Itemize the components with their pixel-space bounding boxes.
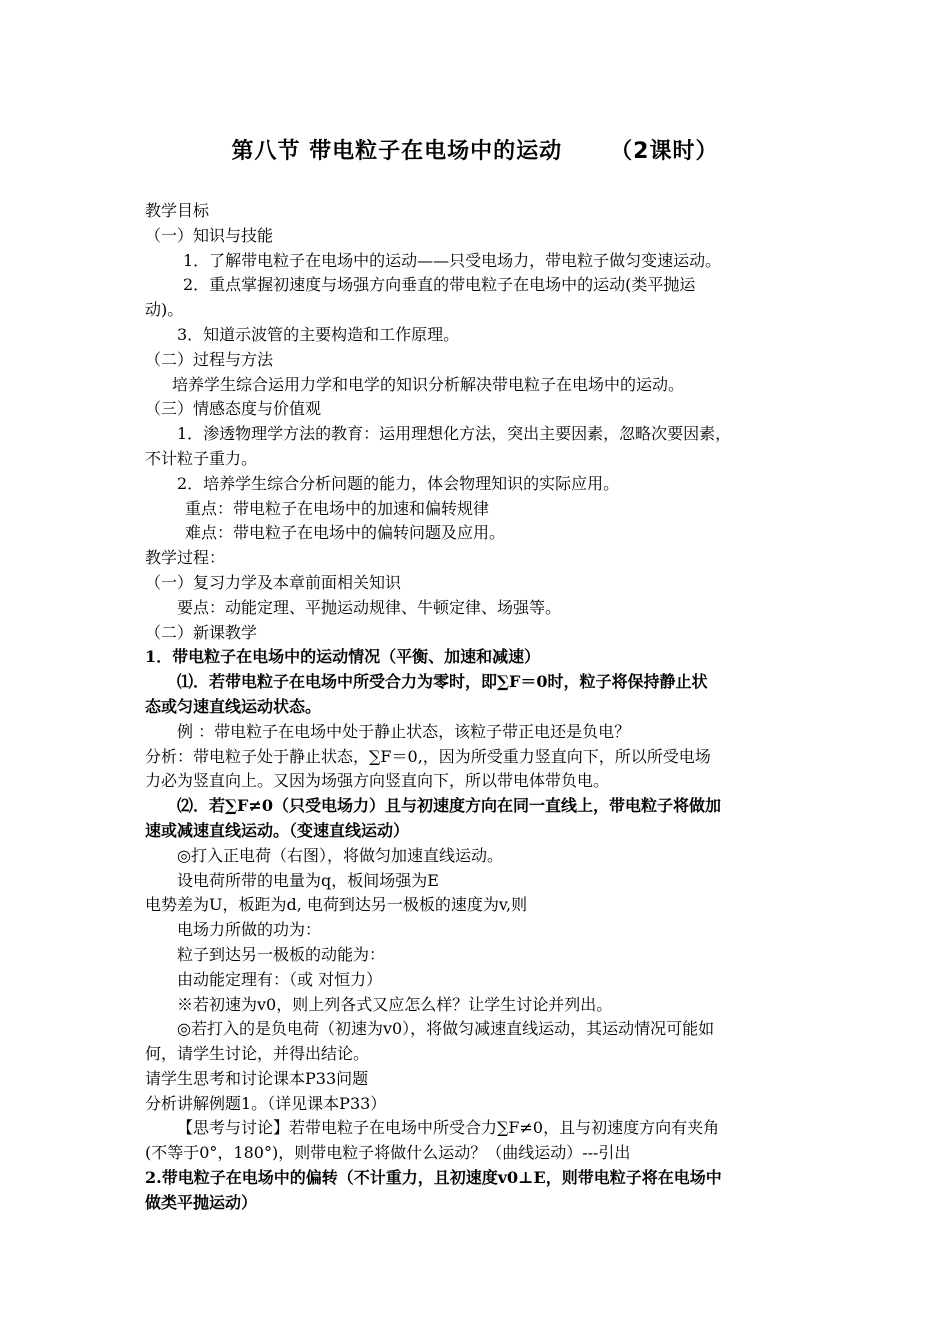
- text-line: 速或减速直线运动。（变速直线运动）: [145, 820, 410, 840]
- text-line: 要点：动能定理、平抛运动规律、牛顿定律、场强等。: [177, 597, 562, 617]
- text-line: ⑴．若带电粒子在电场中所受合力为零时，即∑F＝0时，粒子将保持静止状: [177, 672, 708, 692]
- page-title: [0, 134, 950, 165]
- section-heading: 1．带电粒子在电场中的运动情况（平衡、加速和减速）: [145, 647, 541, 667]
- text-line: 由动能定理有：（或 对恒力）: [177, 969, 383, 989]
- text-line: 动)。: [145, 300, 184, 320]
- text-line: （三）情感态度与价值观: [145, 399, 322, 419]
- title-period: （2课时）: [610, 139, 719, 164]
- section-heading: 2.带电粒子在电场中的偏转（不计重力，且初速度v0⊥E，则带电粒子将在电场中: [145, 1168, 722, 1188]
- text-line: 1．渗透物理学方法的教育：运用理想化方法，突出主要因素，忽略次要因素，: [177, 424, 732, 444]
- text-line: 电场力所做的功为：: [177, 920, 322, 940]
- text-line: 电势差为U，板距为d, 电荷到达另一极板的速度为v,则: [145, 895, 528, 915]
- text-line: 1．了解带电粒子在电场中的运动——只受电场力，带电粒子做匀变速运动。: [183, 250, 722, 270]
- text-line: （二）过程与方法: [145, 349, 274, 369]
- text-line: （一）复习力学及本章前面相关知识: [145, 572, 402, 592]
- text-line: (不等于0°，180°)，则带电粒子将做什么运动？（曲线运动）---引出: [145, 1143, 631, 1163]
- text-line: 难点：带电粒子在电场中的偏转问题及应用。: [185, 523, 506, 543]
- text-line: 教学过程：: [145, 548, 226, 568]
- text-line: 3．知道示波管的主要构造和工作原理。: [177, 324, 460, 344]
- text-line: 态或匀速直线运动状态。: [145, 696, 322, 716]
- text-line: ◎打入正电荷（右图），将做匀加速直线运动。: [177, 845, 503, 865]
- text-line: 力必为竖直向上。又因为场强方向竖直向下，所以带电体带负电。: [145, 771, 610, 791]
- text-line: 2．重点掌握初速度与场强方向垂直的带电粒子在电场中的运动(类平抛运: [183, 275, 696, 295]
- text-line: 做类平抛运动）: [145, 1192, 258, 1212]
- document-body: [145, 199, 815, 1216]
- text-line: 【思考与讨论】若带电粒子在电场中所受合力∑F≠0，且与初速度方向有夹角: [177, 1118, 720, 1138]
- text-line: （一）知识与技能: [145, 225, 274, 245]
- text-line: 粒子到达另一极板的动能为：: [177, 944, 386, 964]
- text-line: ⑵．若∑F≠0（只受电场力）且与初速度方向在同一直线上，带电粒子将做加: [177, 796, 721, 816]
- text-line: 例 ：带电粒子在电场中处于静止状态，该粒子带正电还是负电？: [177, 721, 631, 741]
- text-line: 请学生思考和讨论课本P33问题: [145, 1068, 369, 1088]
- text-line: 2．培养学生综合分析问题的能力，体会物理知识的实际应用。: [177, 473, 620, 493]
- text-line: 培养学生综合运用力学和电学的知识分析解决带电粒子在电场中的运动。: [172, 374, 685, 394]
- text-line: ◎若打入的是负电荷（初速为v0），将做匀减速直线运动，其运动情况可能如: [177, 1019, 715, 1039]
- text-line: 不计粒子重力。: [145, 448, 258, 468]
- text-line: 教学目标: [145, 201, 210, 220]
- text-line: 分析：带电粒子处于静止状态，∑F＝0,，因为所受重力竖直向下，所以所受电场: [145, 746, 711, 766]
- text-line: ※若初速为v0，则上列各式又应怎么样？让学生讨论并列出。: [177, 994, 613, 1014]
- title-main: 第八节 带电粒子在电场中的运动: [231, 139, 563, 164]
- text-line: 何，请学生讨论，并得出结论。: [145, 1044, 370, 1064]
- text-line: 分析讲解例题1。（详见课本P33）: [145, 1093, 387, 1113]
- text-line: 设电荷所带的电量为q，板间场强为E: [177, 870, 439, 890]
- text-line: （二）新课教学: [145, 622, 258, 642]
- text-line: 重点：带电粒子在电场中的加速和偏转规律: [185, 498, 490, 518]
